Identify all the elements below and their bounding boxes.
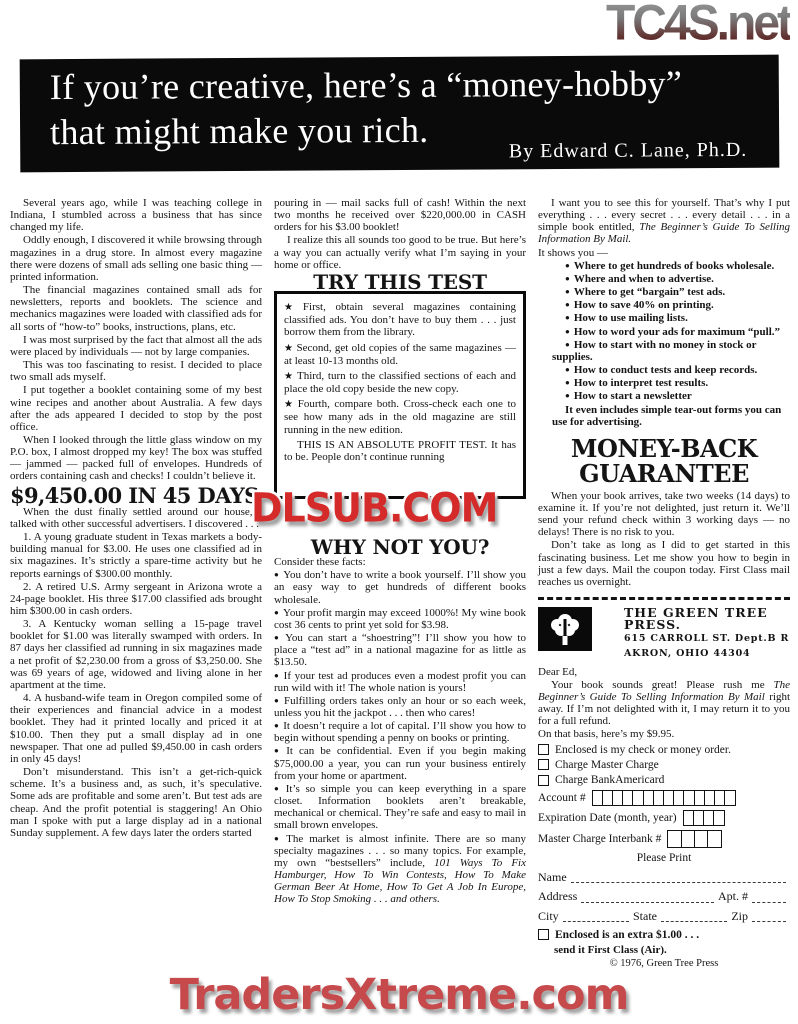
bullet-icon: ● — [565, 287, 570, 297]
account-number-boxes[interactable] — [592, 790, 735, 806]
fact-bullet — [274, 695, 526, 719]
interbank-row — [538, 830, 790, 848]
section-heading-why-not-you: WHY NOT YOU? — [310, 534, 490, 559]
name-row — [538, 871, 790, 883]
zip-label: Zip — [731, 908, 748, 923]
feature-extra: It even includes simple tear-out forms you can use for advertising. — [552, 403, 782, 428]
fact-text: If your test ad produces even a modest profit you can run wild with it! The whole nation is yours! — [274, 669, 526, 694]
bullet-icon: ● — [565, 300, 570, 310]
press-address-line2: AKRON, OHIO 44304 — [624, 647, 751, 659]
test-step — [284, 342, 516, 367]
green-tree-press-logo — [538, 607, 592, 651]
coupon-cut-line — [538, 597, 790, 600]
shows-you-line: It shows you — — [538, 246, 608, 259]
consider-line: Consider these facts: — [274, 556, 366, 569]
fact-text: Fulfilling orders takes only an hour or so each week, unless you hit the jackpot . . . then who cares! — [274, 694, 526, 719]
paragraph: I put together a booklet containing some of my best wine recipes and another about Australia. A few days after the ads appeared I decided to stop by the post office. — [10, 384, 262, 433]
star-icon: ★ — [284, 370, 294, 382]
account-label: Account # — [538, 792, 586, 805]
salutation: Dear Ed, — [538, 665, 578, 678]
paragraph: Don’t misunderstand. This isn’t a get-rich-quick scheme. It’s a business and, as such, it’s speculative. Some ads are profitable and some aren’t. But test ads are cheap. And the profit potential is staggering! An Ohio man I spoke with put a large display ad in a national Sunday supplement. A few days later the orders started — [10, 766, 262, 839]
fact-bullet — [274, 569, 526, 605]
fact-text: Your profit margin may exceed 1000%! My wine book cost 36 cents to print yet sold for $3.98. — [274, 606, 526, 631]
feature-text: Where and when to advertise. — [573, 272, 714, 285]
test-step-text: Third, turn to the classified sections of each and place the old copy beside the new copy. — [284, 369, 517, 396]
section-heading-9450-in-45-days: $9,450.00 IN 45 DAYS — [10, 482, 259, 508]
bullet-icon: ● — [565, 313, 570, 323]
interbank-boxes[interactable] — [667, 830, 720, 848]
bullet-icon: ● — [274, 783, 282, 793]
feature-item — [538, 273, 790, 285]
fact-text: It’s so simple you can keep everything in a spare closet. Information booklets aren’t breakable, mechanical or chemical. They’re safe and easy to mail in small brown envelopes. — [274, 782, 526, 832]
bullet-icon: ● — [274, 721, 280, 731]
checkbox-icon[interactable] — [538, 759, 549, 770]
city-field[interactable] — [563, 910, 629, 922]
fact-text: You don’t have to write a book yourself. I’ll show you an easy way to get hundreds of different books wholesale. — [274, 569, 526, 606]
first-class-option[interactable] — [538, 929, 790, 941]
payment-option-label: Charge Master Charge — [555, 758, 659, 771]
column-1 — [10, 197, 262, 970]
feature-text: How to use mailing lists. — [573, 312, 688, 325]
paragraph: 3. A Kentucky woman selling a 15-page travel booklet for $1.00 was literally swamped with orders. In 87 days her classified ad running in six magazines made a net profit of $2,230.00 from a gross of $3,250.00. She was 69 years of age, widowed and living alone in her apartment at the time. — [10, 618, 262, 691]
feature-item — [538, 364, 790, 376]
checkbox-icon[interactable] — [538, 775, 549, 786]
bullet-icon: ● — [565, 260, 570, 270]
paragraph: The financial magazines contained small ads for newsletters, reports and booklets. The science and mechanics magazines were loaded with classified ads for all sorts of “how-to” books, instructions, plans, etc. — [10, 284, 262, 333]
feature-text: Where to get hundreds of books wholesale. — [573, 259, 775, 272]
book-titles: 101 Ways To Fix Hamburger, How To Win Contests, How To Make German Beer At Home, How To Get A Job In Europe, How To Stop Smoking — [274, 856, 526, 906]
headline-line2: that might make you rich. — [49, 109, 429, 153]
state-field[interactable] — [661, 910, 727, 922]
section-heading-try-this-test: TRY THIS TEST — [313, 269, 487, 294]
bullet-icon: ● — [274, 570, 280, 580]
city-label: City — [538, 908, 559, 923]
middle-watermark: DLSUB.COM — [251, 484, 498, 532]
paragraph: Several years ago, while I was teaching college in Indiana, I stumbled across a business that has since changed my life. — [10, 197, 262, 234]
apt-label: Apt. # — [718, 889, 748, 904]
paragraph: 4. A husband-wife team in Oregon compiled some of their experiences and financial advice in a modest booklet. They had it printed locally and priced it at $10.00. Then they put a small display ad in one newspaper. That one ad pulled $9,450.00 in cash orders in only 45 days! — [10, 692, 262, 765]
first-class-label: Enclosed is an extra $1.00 . . . — [555, 928, 700, 941]
fact-bullet — [274, 745, 526, 781]
name-label: Name — [538, 870, 567, 885]
bullet-icon: ● — [274, 833, 283, 843]
paragraph: 2. A retired U.S. Army sergeant in Arizona wrote a 24-page booklet. His three $17.00 classified ads brought him $300.00 in cash orders. — [10, 580, 262, 617]
bullet-icon: ● — [565, 365, 570, 375]
order-coupon — [538, 607, 790, 970]
feature-item — [538, 377, 790, 389]
payment-option-label: Enclosed is my check or money order. — [555, 743, 731, 756]
headline-banner — [20, 55, 780, 173]
paragraph: 1. A young graduate student in Texas markets a body-building manual for $3.00. He uses one classified ad in six magazines. It’s strictly a spare-time activity but he reports earnings of $300.00 monthly. — [10, 531, 262, 580]
paragraph: When I looked through the little glass window on my P.O. box, I almost dropped my key! The box was stuffed — jammed — packed full of envelopes. Hundreds of orders containing cash and checks! I couldn’t believe it. — [10, 433, 262, 483]
fact-bullet — [274, 607, 526, 631]
address-row — [538, 890, 790, 902]
feature-text: How to save 40% on printing. — [573, 299, 714, 312]
paragraph: I was most surprised by the fact that almost all the ads were placed by individuals — not by large companies. — [10, 333, 262, 358]
section-heading-money-back — [538, 433, 790, 488]
bullet-icon: ● — [565, 339, 570, 349]
fact-text: It doesn’t require a lot of capital. I’ll show you how to begin without spending a penny on books or printing. — [274, 720, 527, 745]
feature-text: How to start a newsletter — [573, 390, 692, 403]
bullet-icon: ● — [565, 273, 570, 283]
paragraph: This was too fascinating to resist. I decided to place two small ads myself. — [10, 359, 262, 384]
paragraph: When the dust finally settled around our house, I talked with other successful advertisers. I discovered . . . — [10, 505, 262, 530]
test-step-text: Fourth, compare both. Cross-check each one to see how many ads in the old magazine are still running in the new edition. — [284, 398, 517, 436]
checkbox-icon[interactable] — [538, 929, 549, 940]
coupon-body — [538, 679, 790, 728]
byline: By Edward C. Lane, Ph.D. — [508, 138, 748, 163]
bottom-watermark: TradersXtreme.com — [169, 970, 629, 1020]
bullet-icon: ● — [274, 670, 280, 680]
column-3 — [538, 197, 790, 970]
name-field[interactable] — [571, 871, 786, 883]
test-step — [284, 301, 516, 338]
paragraph: Oddly enough, I discovered it while browsing through magazines in a drug store. In almost every magazine there were dozens of small ads selling one basic thing — printed information. — [10, 234, 262, 283]
fact-bullet — [274, 720, 526, 744]
payment-option-label: Charge BankAmericard — [555, 773, 665, 786]
fact-bullet — [274, 632, 526, 668]
expiration-date-row — [538, 810, 790, 826]
feature-item — [538, 260, 790, 272]
interbank-label: Master Charge Interbank # — [538, 833, 662, 846]
bullet-icon: ● — [565, 326, 570, 336]
feature-text: How to word your ads for maximum “pull.” — [573, 325, 781, 338]
fact-bullet — [274, 783, 526, 832]
account-number-row — [538, 790, 790, 806]
zip-field[interactable] — [752, 910, 786, 922]
press-address-line1: 615 CARROLL ST. Dept.B R — [624, 633, 790, 645]
fact-text: You can start a “shoestring”! I’ll show you how to place a “test ad” in a national magazine for as little as $13.50. — [274, 632, 526, 669]
test-step-text: First, obtain several magazines containing classified ads. You don’t have to buy them . . . just borrow them from the library. — [284, 301, 516, 339]
expiration-label: Expiration Date (month, year) — [538, 812, 677, 825]
payment-option-bankamericard[interactable] — [538, 774, 790, 786]
book-title: The Beginner’s Guide To Selling Information By Mail — [538, 678, 790, 703]
test-step — [284, 370, 516, 395]
feature-item — [538, 299, 790, 311]
bullet-icon: ● — [274, 695, 280, 705]
feature-item — [538, 286, 790, 298]
intro-text: I want you to see this for yourself. That’s why I put everything . . . every secret . . . every detail . . . in a simple book entitled, — [538, 197, 790, 234]
expiration-boxes[interactable] — [683, 810, 724, 826]
payment-option-check[interactable] — [538, 744, 790, 756]
article-columns — [10, 197, 790, 970]
coupon-body-pre: Your book sounds great! Please rush me — [551, 678, 774, 691]
guarantee-line2: GUARANTEE — [579, 458, 749, 488]
bullet-icon: ● — [274, 607, 279, 617]
feature-text: How to start with no money in stock or supplies. — [552, 338, 757, 363]
press-address-block — [624, 607, 790, 660]
test-step — [284, 398, 516, 435]
test-instructions-box — [274, 291, 526, 499]
please-print-label: Please Print — [636, 852, 692, 865]
test-footer: THIS IS AN ABSOLUTE PROFIT TEST. It has to be. People don’t continue running — [284, 438, 516, 463]
fact-bullet — [274, 670, 526, 694]
star-icon: ★ — [284, 302, 300, 314]
book-title: The Beginner’s Guide To Selling Information By Mail. — [538, 221, 791, 246]
star-icon: ★ — [284, 342, 294, 354]
features-list — [538, 260, 790, 428]
paragraph: pouring in — mail sacks full of cash! Within the next two months he received over $220,000.00 in CASH orders for his $3.00 booklet! — [274, 197, 526, 234]
paragraph: I realize this all sounds too good to be true. But here’s a way you can actually verify what I’m saying in your home or office. — [274, 234, 526, 271]
star-icon: ★ — [284, 399, 295, 411]
fact-text-end: . . . and others. — [371, 893, 440, 906]
feature-text: How to conduct tests and keep records. — [573, 364, 758, 377]
state-label: State — [633, 908, 657, 923]
payment-option-mastercharge[interactable] — [538, 759, 790, 771]
city-state-zip-row — [538, 910, 790, 922]
address-label: Address — [538, 889, 578, 904]
feature-item — [538, 326, 790, 338]
coupon-body-post: right away. If I’m not delighted with it, I may return it to you for a full refund. — [538, 691, 790, 728]
fact-bullet-bestsellers — [274, 833, 526, 906]
paragraph-intro — [538, 197, 790, 246]
test-step-text: Second, get old copies of the same magazines — at least 10-13 months old. — [284, 341, 516, 367]
feature-item — [538, 390, 790, 402]
fact-text: The market is almost infinite. There are so many specialty magazines . . . so many topics. For example, my own “bestsellers” include, — [274, 832, 526, 869]
bullet-icon: ● — [565, 378, 570, 388]
press-header — [538, 607, 790, 660]
feature-item — [538, 339, 790, 363]
headline-line1: If you’re creative, here’s a “money-hobby” — [49, 63, 683, 108]
fact-text: It can be confidential. Even if you begin making $75,000.00 a year, you can run your business entirely from your home or apartment. — [274, 745, 526, 782]
top-right-watermark: TC4S.net — [606, 0, 790, 52]
paragraph: When your book arrives, take two weeks (14 days) to examine it. If you’re not delighted, just return it. We’ll send your refund check within 3 working days — no delays! There is no risk to you. — [538, 489, 790, 539]
press-name: THE GREEN TREE PRESS. — [624, 605, 768, 633]
feature-text: How to interpret test results. — [573, 377, 709, 390]
feature-text: Where to get “bargain” test ads. — [573, 286, 726, 299]
copyright-line: © 1976, Green Tree Press — [609, 958, 719, 970]
checkbox-icon[interactable] — [538, 744, 549, 755]
bullet-icon: ● — [274, 633, 282, 643]
feature-item — [538, 312, 790, 324]
paragraph: Don’t take as long as I did to get started in this fascinating business. Let me show you how to begin in just a few days. Mail the coupon today. First Class mail reaches us overnight. — [538, 539, 790, 588]
column-2 — [274, 197, 526, 970]
bullet-icon: ● — [274, 746, 283, 756]
tree-icon — [538, 607, 592, 651]
address-field[interactable] — [581, 891, 714, 903]
first-class-label-line2: send it First Class (Air). — [554, 943, 667, 956]
apt-field[interactable] — [752, 891, 786, 903]
basis-line: On that basis, here’s my $9.95. — [538, 728, 675, 741]
guarantee-line1: MONEY-BACK — [570, 433, 758, 463]
bullet-icon: ● — [565, 391, 570, 401]
